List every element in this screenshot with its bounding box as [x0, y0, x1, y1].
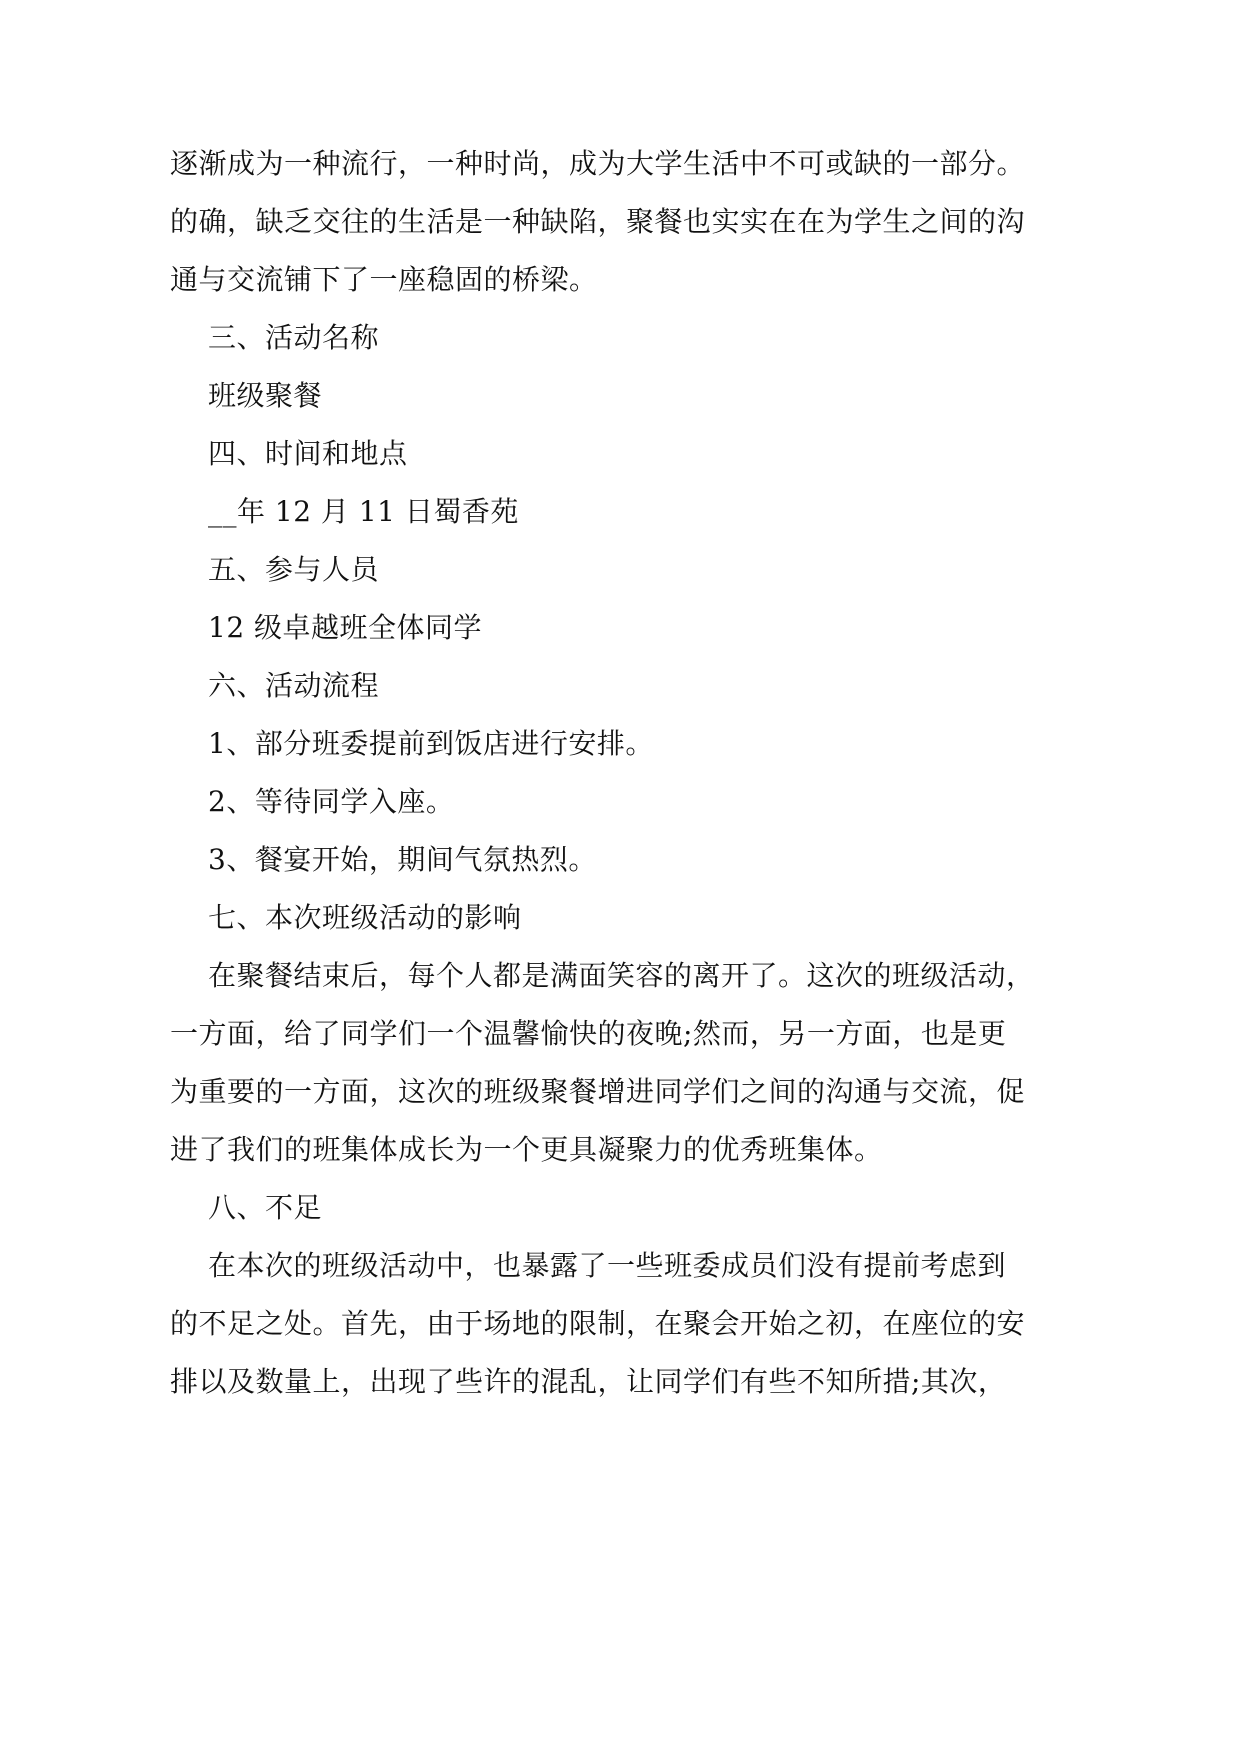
list-item: 3、餐宴开始，期间气氛热烈。 — [208, 843, 597, 876]
list-item: 1、部分班委提前到饭店进行安排。 — [208, 727, 654, 760]
paragraph-line: 在本次的班级活动中，也暴露了一些班委成员们没有提前考虑到 — [208, 1249, 1007, 1282]
paragraph-line: 的不足之处。首先，由于场地的限制，在聚会开始之初，在座位的安 — [170, 1307, 1026, 1340]
list-item: 2、等待同学入座。 — [208, 785, 455, 818]
paragraph-line: 12 级卓越班全体同学 — [208, 611, 483, 644]
paragraph-line: 的确，缺乏交往的生活是一种缺陷，聚餐也实实在在为学生之间的沟 — [170, 205, 1026, 238]
paragraph-line: 一方面，给了同学们一个温馨愉快的夜晚;然而，另一方面，也是更 — [170, 1017, 1007, 1050]
paragraph-line: 在聚餐结束后，每个人都是满面笑容的离开了。这次的班级活动， — [208, 959, 1035, 992]
section-heading: 五、参与人员 — [208, 553, 380, 586]
paragraph-line: 通与交流铺下了一座稳固的桥梁。 — [170, 263, 598, 296]
paragraph-line: __年 12 月 11 日蜀香苑 — [208, 495, 519, 528]
paragraph-line: 排以及数量上，出现了些许的混乱，让同学们有些不知所措;其次， — [170, 1365, 1007, 1398]
paragraph-line: 班级聚餐 — [208, 379, 323, 412]
paragraph-line: 进了我们的班集体成长为一个更具凝聚力的优秀班集体。 — [170, 1133, 883, 1166]
section-heading: 八、不足 — [208, 1191, 323, 1224]
paragraph-line: 逐渐成为一种流行，一种时尚，成为大学生活中不可或缺的一部分。 — [170, 147, 1026, 180]
paragraph-line: 为重要的一方面，这次的班级聚餐增进同学们之间的沟通与交流，促 — [170, 1075, 1026, 1108]
section-heading: 七、本次班级活动的影响 — [208, 901, 522, 934]
section-heading: 三、活动名称 — [208, 321, 380, 354]
section-heading: 四、时间和地点 — [208, 437, 408, 470]
section-heading: 六、活动流程 — [208, 669, 380, 702]
